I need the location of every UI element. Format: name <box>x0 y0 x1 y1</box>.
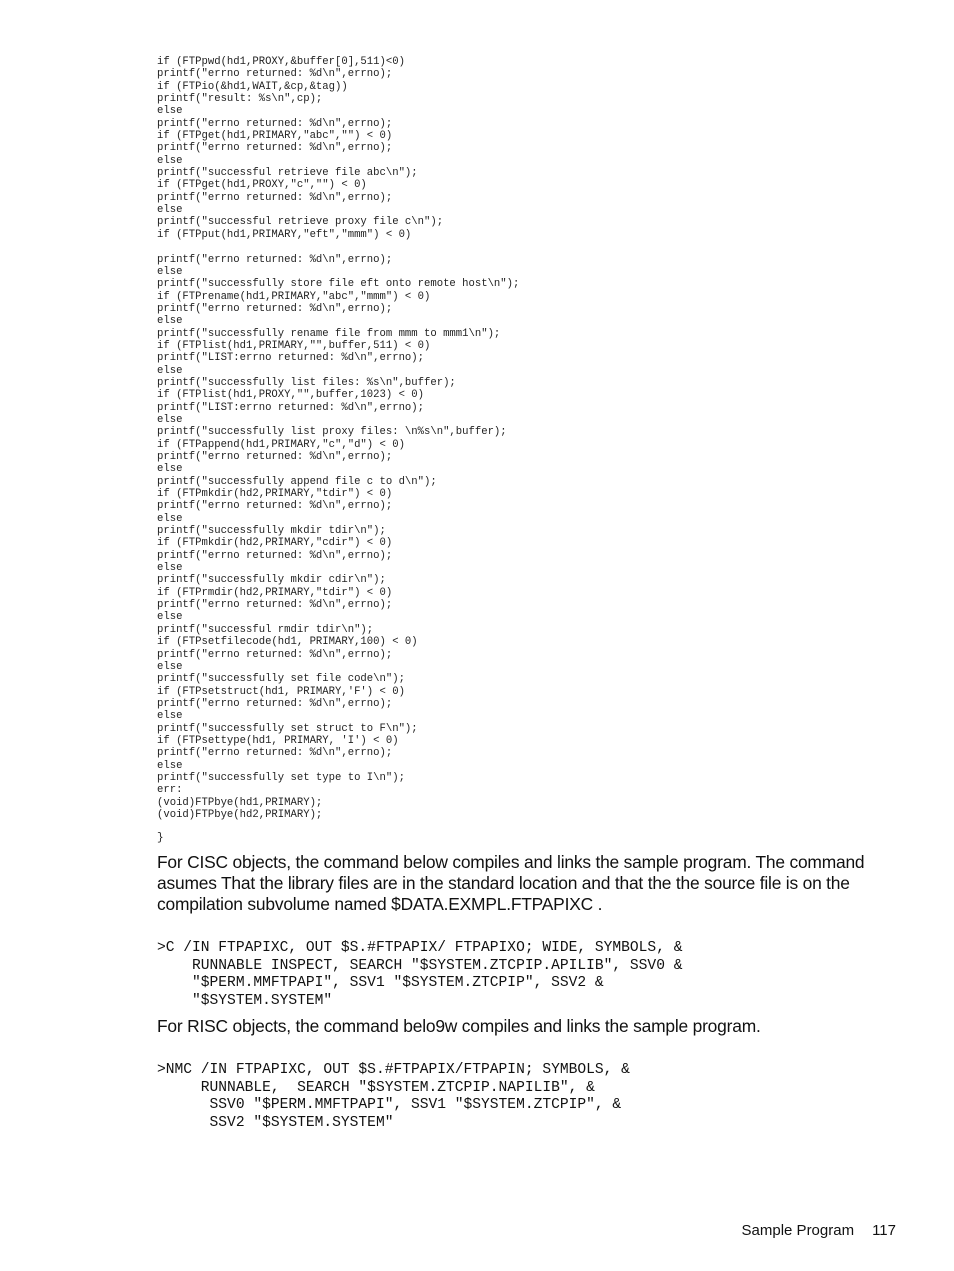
code-line: if (FTPget(hd1,PROXY,"c","") < 0) <box>157 179 367 192</box>
code-line: printf("successfully mkdir tdir\n"); <box>157 525 386 538</box>
page-footer <box>742 1222 896 1239</box>
command-line: RUNNABLE, SEARCH "$SYSTEM.ZTCPIP.NAPILIB", & <box>157 1079 595 1096</box>
code-line: printf("errno returned: %d\n",errno); <box>157 302 393 315</box>
command-line: SSV2 "$SYSTEM.SYSTEM" <box>157 1115 394 1132</box>
code-line: printf("errno returned: %d\n",errno); <box>157 747 393 760</box>
code-line: printf("successfully mkdir cdir\n"); <box>157 574 386 587</box>
code-line: if (FTPrmdir(hd2,PRIMARY,"tdir") < 0) <box>157 586 393 599</box>
code-line: else <box>157 364 183 377</box>
code-line: if (FTPappend(hd1,PRIMARY,"c","d") < 0) <box>157 438 405 451</box>
code-line: printf("successfully set file code\n"); <box>157 673 405 686</box>
code-line: else <box>157 413 183 426</box>
code-line: printf("LIST:errno returned: %d\n",errno); <box>157 352 425 365</box>
code-line: printf("successful retrieve file abc\n"); <box>157 167 418 180</box>
code-line: else <box>157 463 183 476</box>
code-line: if (FTPlist(hd1,PROXY,"",buffer,1023) < 0) <box>157 389 425 402</box>
code-line: printf("errno returned: %d\n",errno); <box>157 68 393 81</box>
code-line: else <box>157 710 183 723</box>
command-line: RUNNABLE INSPECT, SEARCH "$SYSTEM.ZTCPIP.APILIB", SSV0 & <box>157 957 683 974</box>
code-line: if (FTPsetstruct(hd1, PRIMARY,'F') < 0) <box>157 685 405 698</box>
code-line: else <box>157 265 183 278</box>
code-line: else <box>157 562 183 575</box>
code-line: printf("successfully list files: %s\n",buffer); <box>157 376 456 389</box>
code-line: if (FTPmkdir(hd2,PRIMARY,"cdir") < 0) <box>157 537 393 550</box>
risc-paragraph: For RISC objects, the command belo9w compiles and links the sample program. <box>157 1016 761 1036</box>
code-line: printf("successfully set type to I\n"); <box>157 771 405 784</box>
code-line: if (FTPio(&hd1,WAIT,&cp,&tag)) <box>157 80 348 93</box>
code-line: else <box>157 154 183 167</box>
code-line: if (FTPsetfilecode(hd1, PRIMARY,100) < 0) <box>157 636 418 649</box>
code-line: if (FTPrename(hd1,PRIMARY,"abc","mmm") < 0) <box>157 290 431 303</box>
code-line: if (FTPmkdir(hd2,PRIMARY,"tdir") < 0) <box>157 488 393 501</box>
code-line: (void)FTPbye(hd2,PRIMARY); <box>157 808 323 821</box>
code-line: else <box>157 105 183 118</box>
code-line: printf("errno returned: %d\n",errno); <box>157 697 393 710</box>
code-line: printf("errno returned: %d\n",errno); <box>157 451 393 463</box>
code-line: printf("errno returned: %d\n",errno); <box>157 549 393 562</box>
page-number: 117 <box>872 1222 896 1239</box>
footer-section-title: Sample Program <box>741 1222 855 1239</box>
code-line: printf("errno returned: %d\n",errno); <box>157 648 393 661</box>
code-line: else <box>157 315 183 328</box>
command-line: SSV0 "$PERM.MMFTPAPI", SSV1 "$SYSTEM.ZTCPIP", & <box>157 1097 622 1114</box>
code-line: else <box>157 759 183 772</box>
code-line: printf("errno returned: %d\n",errno); <box>157 253 393 266</box>
code-line: printf("successfully rename file from mmm to mmm1\n"); <box>157 327 501 340</box>
code-line: err: <box>157 784 183 797</box>
code-line: printf("successful rmdir tdir\n"); <box>157 623 374 636</box>
code-line: if (FTPsettype(hd1, PRIMARY, 'I') < 0) <box>157 734 399 747</box>
code-line: (void)FTPbye(hd1,PRIMARY); <box>157 796 323 809</box>
code-line: else <box>157 611 183 624</box>
command-line: >NMC /IN FTPAPIXC, OUT $S.#FTPAPIX/FTPAPIN; SYMBOLS, & <box>157 1062 630 1078</box>
code-line: printf("successful retrieve proxy file c\n"); <box>157 216 444 229</box>
code-line: printf("successfully set struct to F\n"); <box>157 722 418 735</box>
command-line: "$SYSTEM.SYSTEM" <box>157 993 333 1010</box>
cisc-command-block <box>157 940 682 1011</box>
code-line: printf("errno returned: %d\n",errno); <box>157 599 393 612</box>
code-line: printf("errno returned: %d\n",errno); <box>157 142 393 155</box>
code-line: else <box>157 660 183 673</box>
code-line: printf("LIST:errno returned: %d\n",errno); <box>157 401 425 414</box>
code-line: printf("result: %s\n",cp); <box>157 93 323 106</box>
code-line: printf("successfully store file eft onto remote host\n"); <box>157 278 520 291</box>
code-line: printf("errno returned: %d\n",errno); <box>157 117 393 130</box>
code-line: if (FTPput(hd1,PRIMARY,"eft","mmm") < 0) <box>157 228 412 241</box>
code-listing <box>157 56 519 821</box>
code-line: if (FTPlist(hd1,PRIMARY,"",buffer,511) < 0) <box>157 339 431 352</box>
code-line <box>157 241 519 253</box>
code-line: printf("errno returned: %d\n",errno); <box>157 191 393 204</box>
code-line: printf("errno returned: %d\n",errno); <box>157 500 393 513</box>
risc-command-block <box>157 1062 630 1133</box>
code-line: if (FTPget(hd1,PRIMARY,"abc","") < 0) <box>157 130 393 143</box>
closing-brace: } <box>157 832 164 844</box>
command-line: "$PERM.MMFTPAPI", SSV1 "$SYSTEM.ZTCPIP", SSV2 & <box>157 975 604 992</box>
code-line: printf("successfully list proxy files: \n%s\n",buffer); <box>157 426 507 439</box>
command-line: >C /IN FTPAPIXC, OUT $S.#FTPAPIX/ FTPAPIXO; WIDE, SYMBOLS, & <box>157 940 683 956</box>
code-line: printf("successfully append file c to d\n"); <box>157 475 437 488</box>
code-line: else <box>157 512 183 525</box>
cisc-paragraph: For CISC objects, the command below compiles and links the sample program. The command asumes That the library files are in the standard location and that the the source file is on the compilation subvolume named $DATA.EXMPL.FTPAPIXC . <box>157 852 865 914</box>
code-line: else <box>157 204 183 217</box>
code-line: if (FTPpwd(hd1,PROXY,&buffer[0],511)<0) <box>157 56 405 68</box>
